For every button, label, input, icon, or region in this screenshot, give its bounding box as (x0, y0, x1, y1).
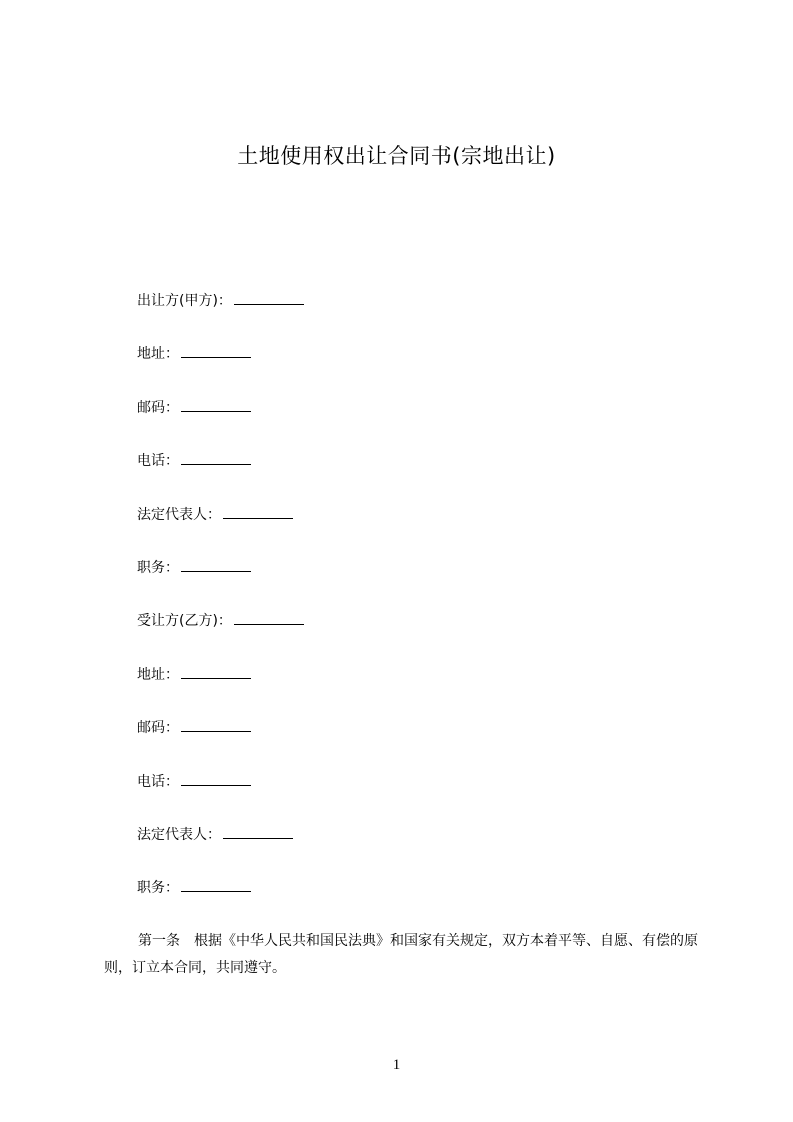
blank-line (181, 555, 251, 572)
field-grantor-legal-rep (137, 502, 697, 555)
article-label: 第一条 (138, 933, 180, 949)
field-grantor-address (137, 341, 697, 394)
field-label: 职务： (137, 559, 179, 576)
field-label: 法定代表人： (137, 506, 221, 523)
field-grantee-position (137, 875, 697, 928)
blank-line (234, 608, 304, 625)
blank-line (181, 715, 251, 732)
field-label: 邮码： (137, 720, 179, 737)
blank-line (181, 448, 251, 465)
field-grantee-address (137, 662, 697, 715)
field-grantor-position (137, 555, 697, 608)
blank-line (223, 502, 293, 519)
field-grantee-postcode (137, 715, 697, 768)
field-grantor-phone (137, 448, 697, 501)
blank-line (223, 822, 293, 839)
article-text: 根据《中华人民共和国民法典》和国家有关规定，双方本着平等、自愿、有偿的原则，订立本合同，共同遵守。 (104, 933, 698, 976)
field-grantor (137, 288, 697, 341)
blank-line (181, 769, 251, 786)
document-title: 土地使用权出让合同书(宗地出让) (237, 144, 556, 168)
blank-line (181, 341, 251, 358)
field-label: 法定代表人： (137, 826, 221, 843)
blank-line (181, 395, 251, 412)
blank-line (181, 875, 251, 892)
field-grantee (137, 608, 697, 661)
field-label: 邮码： (137, 399, 179, 416)
field-grantee-legal-rep (137, 822, 697, 875)
field-grantee-phone (137, 769, 697, 822)
field-label: 职务： (137, 880, 179, 897)
article-1 (104, 928, 716, 982)
blank-line (234, 288, 304, 305)
field-label: 电话： (137, 453, 179, 470)
field-grantor-postcode (137, 395, 697, 448)
field-label: 地址： (137, 346, 179, 363)
party-info-list (137, 288, 697, 929)
field-label: 电话： (137, 773, 179, 790)
page-number: 1 (392, 1057, 401, 1073)
blank-line (181, 662, 251, 679)
field-label: 出让方(甲方)： (137, 293, 232, 309)
field-label: 受让方(乙方)： (137, 613, 232, 630)
field-label: 地址： (137, 666, 179, 683)
